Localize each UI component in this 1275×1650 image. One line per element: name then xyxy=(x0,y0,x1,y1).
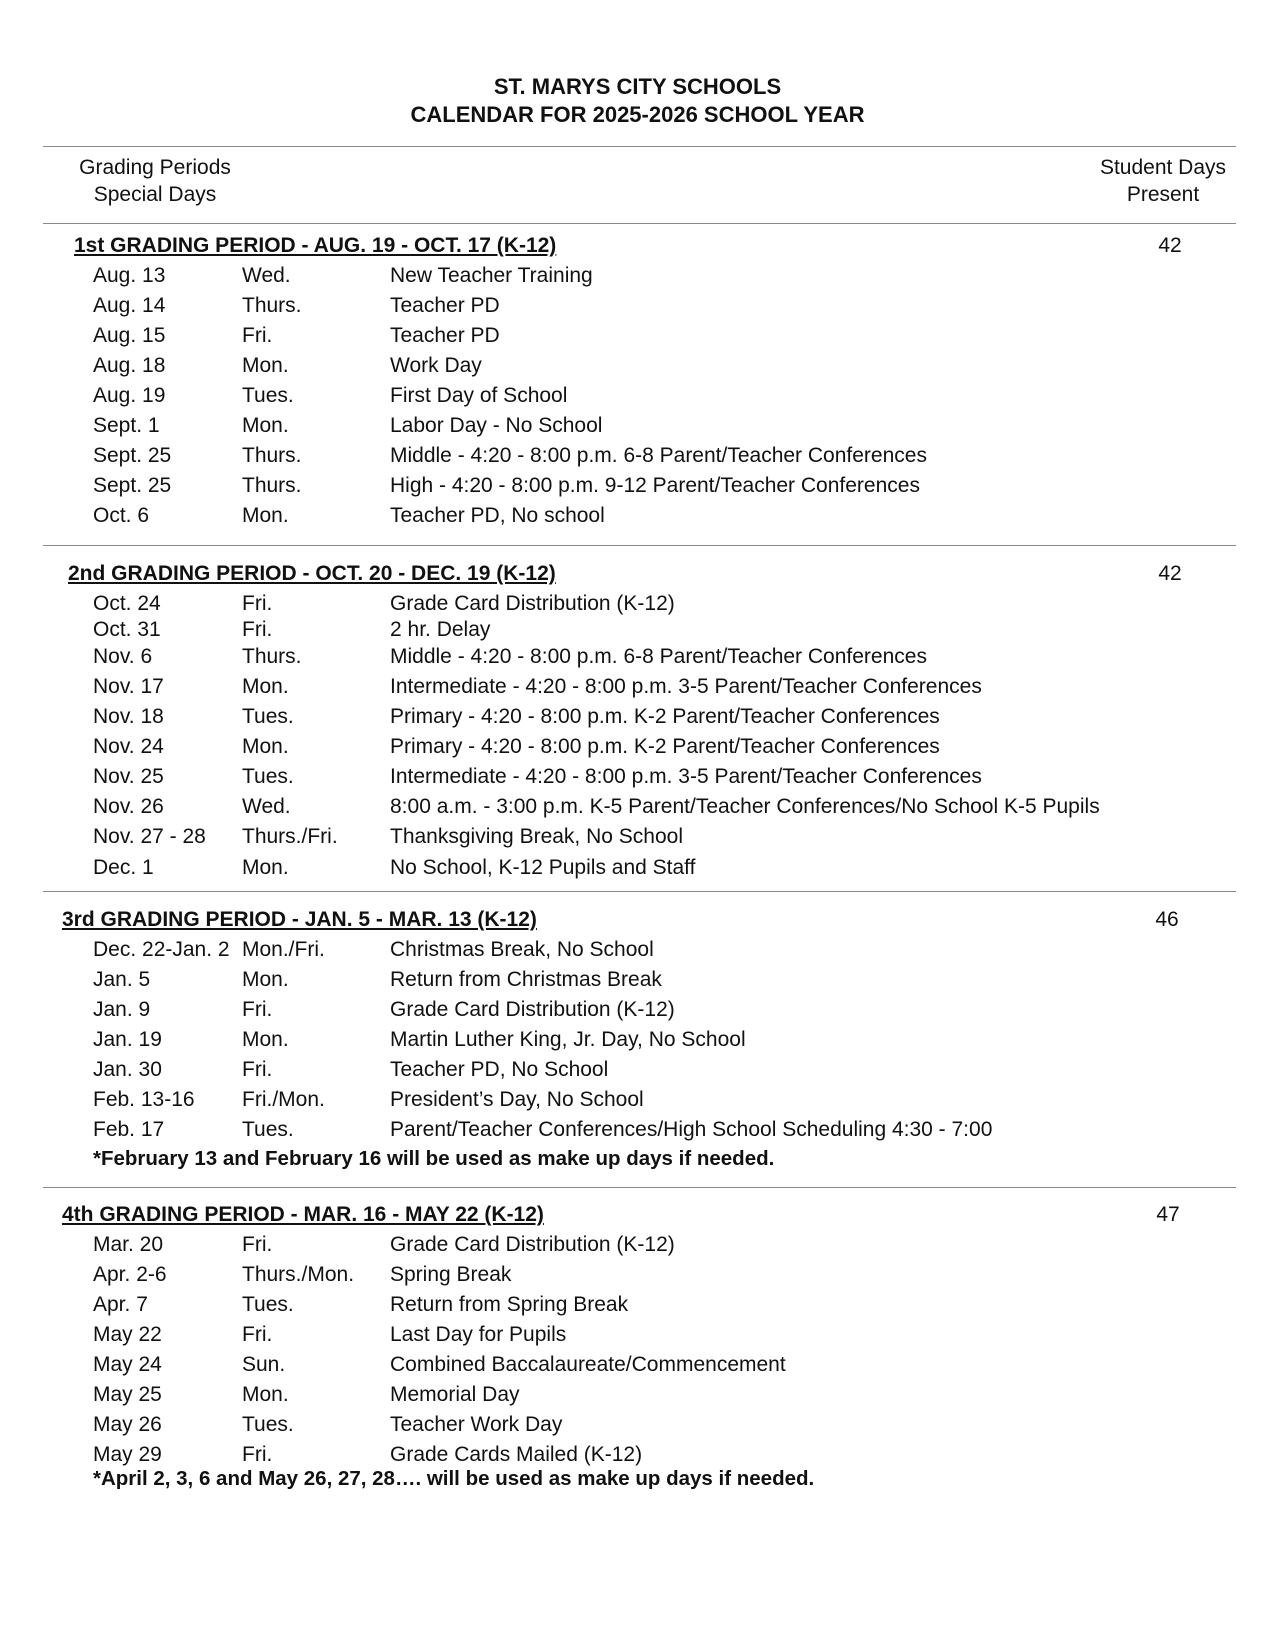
event-description: Grade Cards Mailed (K-12) xyxy=(390,1443,643,1466)
calendar-event-row xyxy=(0,1293,1275,1319)
event-description: Return from Christmas Break xyxy=(390,968,662,991)
event-date: Aug. 19 xyxy=(93,384,166,407)
event-description: Middle - 4:20 - 8:00 p.m. 6-8 Parent/Teacher Conferences xyxy=(390,645,927,668)
event-date: Mar. 20 xyxy=(93,1233,164,1256)
event-date: Sept. 1 xyxy=(93,414,160,437)
calendar-event-row xyxy=(0,795,1275,821)
event-weekday: Fri. xyxy=(242,1233,273,1256)
event-description: Martin Luther King, Jr. Day, No School xyxy=(390,1028,746,1051)
event-date: Oct. 24 xyxy=(93,592,161,615)
event-date: Jan. 30 xyxy=(93,1058,162,1081)
event-date: May 24 xyxy=(93,1353,162,1376)
event-weekday: Fri./Mon. xyxy=(242,1088,325,1111)
event-weekday: Thurs./Mon. xyxy=(242,1263,355,1286)
calendar-event-row xyxy=(0,354,1275,380)
calendar-event-row xyxy=(0,1443,1275,1469)
divider xyxy=(43,545,1236,546)
event-date: Nov. 24 xyxy=(93,735,164,758)
event-description: Intermediate - 4:20 - 8:00 p.m. 3-5 Parent/Teacher Conferences xyxy=(390,675,982,698)
event-date: Sept. 25 xyxy=(93,444,172,467)
event-description: Teacher PD xyxy=(390,324,500,347)
event-description: High - 4:20 - 8:00 p.m. 9-12 Parent/Teacher Conferences xyxy=(390,474,920,497)
calendar-event-row xyxy=(0,1028,1275,1054)
event-date: Apr. 2-6 xyxy=(93,1263,167,1286)
event-date: May 29 xyxy=(93,1443,162,1466)
event-description: President’s Day, No School xyxy=(390,1088,644,1111)
event-date: Nov. 18 xyxy=(93,705,164,728)
event-description: Teacher PD xyxy=(390,294,500,317)
event-date: Jan. 9 xyxy=(93,998,151,1021)
event-description: Combined Baccalaureate/Commencement xyxy=(390,1353,786,1376)
event-description: 8:00 a.m. - 3:00 p.m. K-5 Parent/Teacher Conferences/No School K-5 Pupils xyxy=(390,795,1100,818)
calendar-event-row xyxy=(0,444,1275,470)
calendar-event-row xyxy=(0,414,1275,440)
event-weekday: Tues. xyxy=(242,1293,294,1316)
event-date: Jan. 19 xyxy=(93,1028,162,1051)
calendar-event-row xyxy=(0,592,1275,618)
event-date: Dec. 22-Jan. 2 xyxy=(93,938,230,961)
event-description: Spring Break xyxy=(390,1263,512,1286)
event-weekday: Mon./Fri. xyxy=(242,938,325,961)
grading-period-heading: 4th GRADING PERIOD - MAR. 16 - MAY 22 (K-12) xyxy=(62,1203,544,1226)
event-date: May 22 xyxy=(93,1323,162,1346)
event-description: Parent/Teacher Conferences/High School Scheduling 4:30 - 7:00 xyxy=(390,1118,993,1141)
event-weekday: Fri. xyxy=(242,1443,273,1466)
event-date: Aug. 13 xyxy=(93,264,166,287)
calendar-event-row xyxy=(0,1058,1275,1084)
event-weekday: Mon. xyxy=(242,675,289,698)
event-date: Nov. 26 xyxy=(93,795,164,818)
calendar-event-row xyxy=(0,324,1275,350)
event-description: Grade Card Distribution (K-12) xyxy=(390,1233,675,1256)
divider xyxy=(43,1187,1236,1188)
calendar-event-row xyxy=(0,705,1275,731)
event-date: Nov. 6 xyxy=(93,645,153,668)
event-weekday: Mon. xyxy=(242,354,289,377)
event-description: Middle - 4:20 - 8:00 p.m. 6-8 Parent/Teacher Conferences xyxy=(390,444,927,467)
event-weekday: Tues. xyxy=(242,705,294,728)
document-title: ST. MARYS CITY SCHOOLS xyxy=(493,74,782,99)
event-description: Last Day for Pupils xyxy=(390,1323,567,1346)
student-days-count: 42 xyxy=(1158,562,1182,585)
calendar-event-row xyxy=(0,1413,1275,1439)
calendar-event-row xyxy=(0,856,1275,882)
calendar-event-row xyxy=(0,618,1275,644)
event-description: Christmas Break, No School xyxy=(390,938,654,961)
calendar-event-row xyxy=(0,645,1275,671)
event-weekday: Fri. xyxy=(242,998,273,1021)
event-weekday: Thurs./Fri. xyxy=(242,825,338,848)
event-weekday: Tues. xyxy=(242,765,294,788)
event-description: Primary - 4:20 - 8:00 p.m. K-2 Parent/Teacher Conferences xyxy=(390,735,940,758)
event-weekday: Fri. xyxy=(242,618,273,641)
event-date: Sept. 25 xyxy=(93,474,172,497)
event-date: Nov. 27 - 28 xyxy=(93,825,206,848)
event-description: Work Day xyxy=(390,354,482,377)
event-description: Labor Day - No School xyxy=(390,414,603,437)
event-description: Return from Spring Break xyxy=(390,1293,629,1316)
event-weekday: Mon. xyxy=(242,1028,289,1051)
event-description: Grade Card Distribution (K-12) xyxy=(390,592,675,615)
calendar-event-row xyxy=(0,294,1275,320)
event-date: Aug. 14 xyxy=(93,294,166,317)
event-date: Nov. 25 xyxy=(93,765,164,788)
event-weekday: Fri. xyxy=(242,324,273,347)
event-date: Dec. 1 xyxy=(93,856,154,879)
calendar-event-row xyxy=(0,1263,1275,1289)
grading-period-heading: 3rd GRADING PERIOD - JAN. 5 - MAR. 13 (K-12) xyxy=(62,908,537,931)
calendar-event-row xyxy=(0,1088,1275,1114)
event-date: Feb. 17 xyxy=(93,1118,165,1141)
event-description: Thanksgiving Break, No School xyxy=(390,825,683,848)
event-weekday: Mon. xyxy=(242,968,289,991)
event-weekday: Fri. xyxy=(242,592,273,615)
event-weekday: Thurs. xyxy=(242,645,302,668)
event-description: First Day of School xyxy=(390,384,568,407)
calendar-event-row xyxy=(0,938,1275,964)
event-description: Grade Card Distribution (K-12) xyxy=(390,998,675,1021)
student-days-count: 46 xyxy=(1155,908,1179,931)
event-description: Intermediate - 4:20 - 8:00 p.m. 3-5 Parent/Teacher Conferences xyxy=(390,765,982,788)
calendar-event-row xyxy=(0,998,1275,1024)
event-weekday: Thurs. xyxy=(242,474,302,497)
event-weekday: Mon. xyxy=(242,414,289,437)
divider xyxy=(43,223,1236,224)
event-description: 2 hr. Delay xyxy=(390,618,491,641)
student-days-count: 42 xyxy=(1158,234,1182,257)
calendar-event-row xyxy=(0,968,1275,994)
event-weekday: Mon. xyxy=(242,1383,289,1406)
event-description: Memorial Day xyxy=(390,1383,520,1406)
calendar-event-row xyxy=(0,504,1275,530)
event-weekday: Thurs. xyxy=(242,294,302,317)
event-weekday: Tues. xyxy=(242,1118,294,1141)
calendar-event-row xyxy=(0,825,1275,851)
event-date: Aug. 18 xyxy=(93,354,166,377)
event-date: Oct. 6 xyxy=(93,504,150,527)
calendar-event-row xyxy=(0,1353,1275,1379)
makeup-days-note: *April 2, 3, 6 and May 26, 27, 28…. will be used as make up days if needed. xyxy=(93,1467,815,1490)
event-weekday: Wed. xyxy=(242,264,291,287)
event-weekday: Tues. xyxy=(242,384,294,407)
calendar-event-row xyxy=(0,765,1275,791)
calendar-event-row xyxy=(0,1323,1275,1349)
event-description: Primary - 4:20 - 8:00 p.m. K-2 Parent/Teacher Conferences xyxy=(390,705,940,728)
event-date: May 26 xyxy=(93,1413,162,1436)
makeup-days-note: *February 13 and February 16 will be used as make up days if needed. xyxy=(93,1147,775,1170)
event-date: May 25 xyxy=(93,1383,162,1406)
column-header-left: Grading Periods Special Days xyxy=(79,156,231,206)
calendar-event-row xyxy=(0,735,1275,761)
event-weekday: Thurs. xyxy=(242,444,302,467)
grading-period-heading: 2nd GRADING PERIOD - OCT. 20 - DEC. 19 (K-12) xyxy=(68,562,556,585)
event-weekday: Fri. xyxy=(242,1058,273,1081)
event-weekday: Sun. xyxy=(242,1353,286,1376)
divider xyxy=(43,891,1236,892)
calendar-event-row xyxy=(0,675,1275,701)
calendar-event-row xyxy=(0,1118,1275,1144)
event-description: No School, K-12 Pupils and Staff xyxy=(390,856,696,879)
document-subtitle: CALENDAR FOR 2025-2026 SCHOOL YEAR xyxy=(410,102,865,127)
event-weekday: Fri. xyxy=(242,1323,273,1346)
event-date: Apr. 7 xyxy=(93,1293,148,1316)
event-date: Jan. 5 xyxy=(93,968,151,991)
event-date: Aug. 15 xyxy=(93,324,166,347)
calendar-event-row xyxy=(0,1383,1275,1409)
event-date: Oct. 31 xyxy=(93,618,161,641)
calendar-event-row xyxy=(0,264,1275,290)
grading-period-heading: 1st GRADING PERIOD - AUG. 19 - OCT. 17 (K-12) xyxy=(74,234,557,257)
event-description: Teacher Work Day xyxy=(390,1413,563,1436)
event-weekday: Tues. xyxy=(242,1413,294,1436)
event-weekday: Mon. xyxy=(242,856,289,879)
event-description: Teacher PD, No school xyxy=(390,504,605,527)
event-weekday: Wed. xyxy=(242,795,291,818)
calendar-event-row xyxy=(0,474,1275,500)
event-weekday: Mon. xyxy=(242,504,289,527)
calendar-event-row xyxy=(0,1233,1275,1259)
student-days-count: 47 xyxy=(1156,1203,1180,1226)
event-weekday: Mon. xyxy=(242,735,289,758)
calendar-event-row xyxy=(0,384,1275,410)
divider xyxy=(43,146,1236,147)
event-description: New Teacher Training xyxy=(390,264,593,287)
column-header-right: Student Days Present xyxy=(1099,156,1227,206)
event-description: Teacher PD, No School xyxy=(390,1058,609,1081)
event-date: Nov. 17 xyxy=(93,675,164,698)
event-date: Feb. 13-16 xyxy=(93,1088,195,1111)
